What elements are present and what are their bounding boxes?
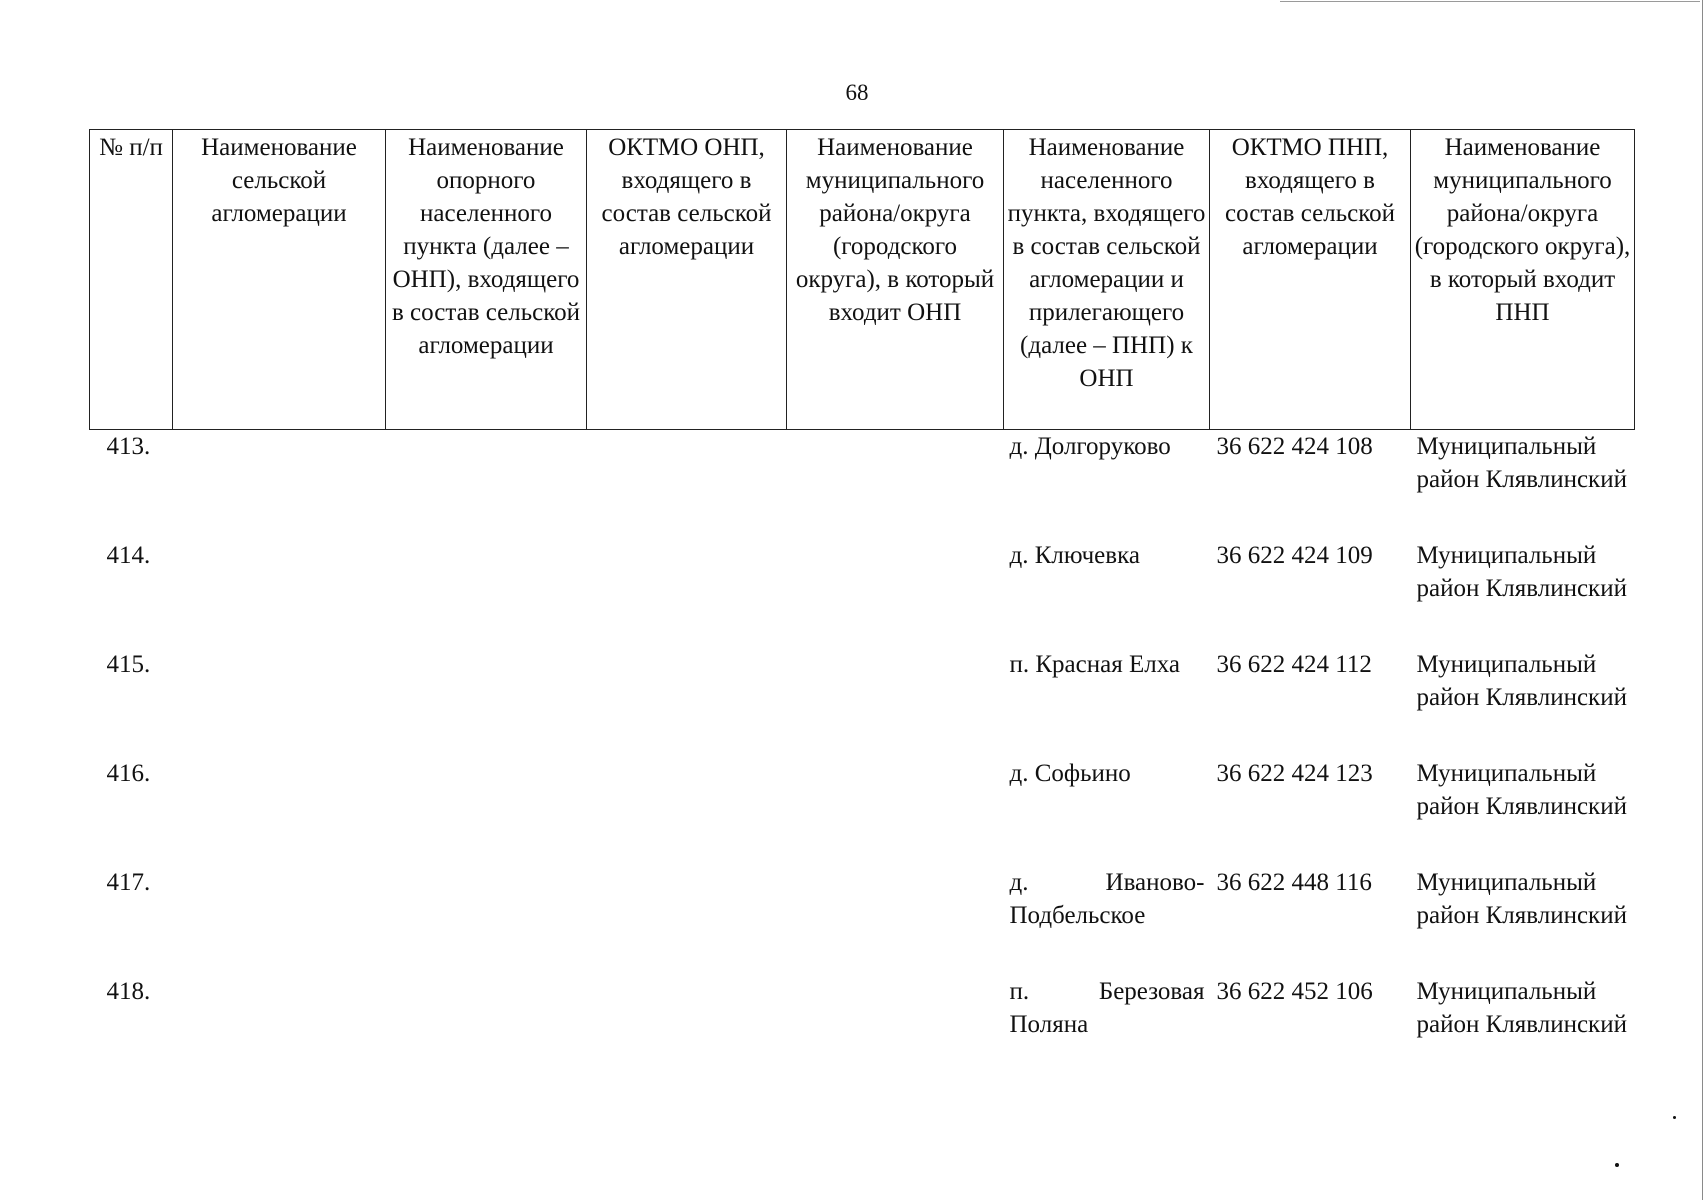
row-agglomeration <box>173 539 386 648</box>
row-onp-municipality <box>787 430 1004 539</box>
row-onp-name <box>386 648 587 757</box>
row-agglomeration <box>173 430 386 539</box>
row-pnp-municipality: Муниципальный район Клявлинский <box>1416 650 1627 711</box>
row-onp-oktmo <box>587 539 787 648</box>
row-number: 413. <box>106 433 151 460</box>
header-onp-municipality: Наименование муниципального района/округа (городского округа), в который входит ОНП <box>787 130 1004 430</box>
row-agglomeration <box>173 866 386 975</box>
header-onp-name: Наименование опорного населенного пункта (далее – ОНП), входящего в состав сельской агломерации <box>386 130 587 430</box>
table-row <box>90 539 1635 648</box>
row-pnp-name: п. Красная Елха <box>1009 650 1180 678</box>
row-pnp-name: д. Софьино <box>1009 759 1131 787</box>
scan-edge-right <box>1702 0 1703 1200</box>
header-onp-oktmo: ОКТМО ОНП, входящего в состав сельской агломерации <box>587 130 787 430</box>
row-onp-oktmo <box>587 648 787 757</box>
settlements-table <box>89 129 1635 1084</box>
row-onp-oktmo <box>587 430 787 539</box>
row-pnp-name: д. Ключевка <box>1009 541 1140 569</box>
row-onp-municipality <box>787 866 1004 975</box>
row-number: 418. <box>106 977 151 1005</box>
row-onp-municipality <box>787 757 1004 866</box>
row-onp-municipality <box>787 539 1004 648</box>
row-pnp-oktmo: 36 622 448 116 <box>1216 868 1372 896</box>
row-number: 415. <box>106 650 151 678</box>
row-pnp-oktmo: 36 622 424 109 <box>1216 541 1373 569</box>
row-onp-name <box>386 539 587 648</box>
table-row <box>90 866 1635 975</box>
row-onp-oktmo <box>587 866 787 975</box>
scan-speck <box>1673 1116 1676 1119</box>
row-agglomeration <box>173 648 386 757</box>
row-pnp-oktmo: 36 622 424 108 <box>1216 433 1373 460</box>
row-pnp-name: д. Долгоруково <box>1009 433 1171 460</box>
row-pnp-municipality: Муниципальный район Клявлинский <box>1416 759 1627 820</box>
table-row <box>90 430 1635 539</box>
row-pnp-oktmo: 36 622 424 123 <box>1216 759 1373 787</box>
row-pnp-oktmo: 36 622 452 106 <box>1216 977 1373 1005</box>
header-pnp-oktmo: ОКТМО ПНП, входящего в состав сельской агломерации <box>1210 130 1411 430</box>
header-pnp-name: Наименование населенного пункта, входящего в состав сельской агломерации и прилегающего (далее – ПНП) к ОНП <box>1004 130 1210 430</box>
table-header <box>90 130 1635 430</box>
header-number: № п/п <box>90 130 173 430</box>
row-onp-oktmo <box>587 757 787 866</box>
row-onp-name <box>386 866 587 975</box>
row-pnp-municipality: Муниципальный район Клявлинский <box>1416 977 1627 1038</box>
table-row <box>90 757 1635 866</box>
row-onp-name <box>386 430 587 539</box>
row-onp-name <box>386 975 587 1084</box>
page-number: 68 <box>845 80 869 105</box>
row-agglomeration <box>173 975 386 1084</box>
header-pnp-municipality: Наименование муниципального района/округа (городского округа), в который входит ПНП <box>1411 130 1635 430</box>
row-agglomeration <box>173 757 386 866</box>
header-agglomeration: Наименование сельской агломерации <box>173 130 386 430</box>
row-onp-municipality <box>787 975 1004 1084</box>
table-row <box>90 648 1635 757</box>
row-pnp-municipality: Муниципальный район Клявлинский <box>1416 541 1627 602</box>
table-body <box>90 430 1635 1084</box>
row-number: 417. <box>106 868 151 896</box>
row-pnp-municipality: Муниципальный район Клявлинский <box>1416 433 1627 493</box>
row-pnp-oktmo: 36 622 424 112 <box>1216 650 1372 678</box>
table-header-row <box>90 130 1635 430</box>
row-onp-name <box>386 757 587 866</box>
row-onp-oktmo <box>587 975 787 1084</box>
row-pnp-municipality: Муниципальный район Клявлинский <box>1416 868 1627 929</box>
row-pnp-name: п. Березовая Поляна <box>1009 977 1205 1038</box>
row-number: 416. <box>106 759 151 787</box>
row-pnp-name: д. Иваново-Подбельское <box>1009 868 1205 929</box>
scan-speck <box>1615 1163 1619 1167</box>
row-number: 414. <box>106 541 151 569</box>
row-onp-municipality <box>787 648 1004 757</box>
table-row <box>90 975 1635 1084</box>
scan-edge-top <box>1280 1 1700 2</box>
